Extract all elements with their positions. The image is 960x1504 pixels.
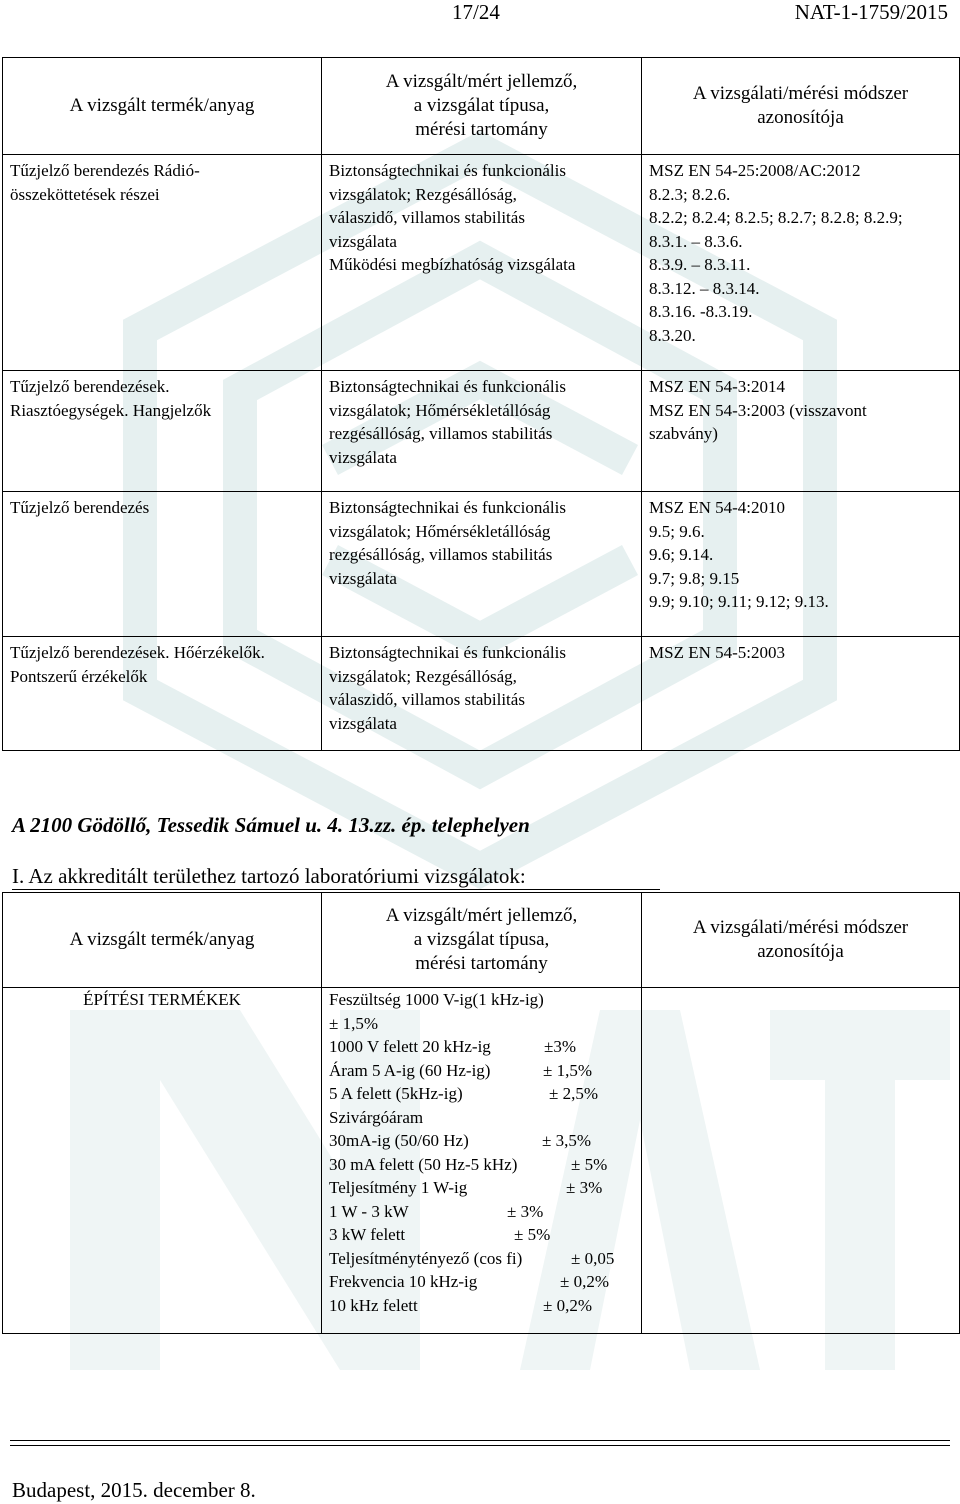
- measurement-tolerance: ± 0,2%: [543, 1295, 592, 1315]
- measurement-row: [329, 1035, 634, 1059]
- measurement-row: [329, 1012, 634, 1036]
- table-row: [3, 988, 960, 1334]
- cell-product: Tűzjelző berendezések. Hőérzékelők. Pontszerű érzékelők: [3, 637, 322, 751]
- measurement-row: [329, 1059, 634, 1083]
- measurement-label: ± 1,5%: [329, 1013, 378, 1033]
- site-title: A 2100 Gödöllő, Tessedik Sámuel u. 4. 13.zz. ép. telephelyen: [12, 813, 530, 837]
- measurement-row: [329, 1176, 634, 1200]
- measurement-row: [329, 1153, 634, 1177]
- footer-rule: [10, 1440, 950, 1441]
- measurement-row: [329, 988, 634, 1012]
- footer-rule: [10, 1445, 950, 1446]
- measurement-label: Áram 5 A-ig (60 Hz-ig): [329, 1060, 491, 1080]
- measurement-label: 30 mA felett (50 Hz-5 kHz): [329, 1154, 518, 1174]
- accreditation-table-2: [2, 892, 960, 1334]
- measurement-tolerance: ± 3%: [507, 1201, 544, 1221]
- cell-method: MSZ EN 54-25:2008/AC:2012 8.2.3; 8.2.6. 8.2.2; 8.2.4; 8.2.5; 8.2.7; 8.2.8; 8.2.9; 8.3.1. – 8.3.6. 8.3.9. – 8.3.11. 8.3.12. – 8.3.14. 8.3.16. -8.3.19. 8.3.20.: [642, 155, 960, 371]
- measurement-tolerance: ± 0,2%: [560, 1272, 609, 1291]
- measurement-tolerance: ± 0,05: [571, 1248, 615, 1268]
- cell-product: Tűzjelző berendezés Rádió- összeköttetések részei: [3, 155, 322, 371]
- header-method: A vizsgálati/mérési módszer azonosítója: [642, 58, 960, 155]
- measurement-label: 10 kHz felett: [329, 1295, 418, 1315]
- cell-method: MSZ EN 54-5:2003: [642, 637, 960, 751]
- table-row: [3, 371, 960, 492]
- cell-method: MSZ EN 54-4:2010 9.5; 9.6. 9.6; 9.14. 9.7; 9.8; 9.15 9.9; 9.10; 9.11; 9.12; 9.13.: [642, 492, 960, 637]
- header-product: A vizsgált termék/anyag: [3, 893, 322, 988]
- cell-property: Biztonságtechnikai és funkcionális vizsgálatok; Hőmérsékletállóság rezgésállóság, villamos stabilitás vizsgálata: [322, 492, 642, 637]
- table-row: [3, 155, 960, 371]
- measurement-row: [329, 1106, 634, 1130]
- measurement-row: [329, 1129, 634, 1153]
- measurement-tolerance: ± 5%: [514, 1225, 551, 1244]
- subtitle-underline: [12, 889, 660, 890]
- section-subtitle: I. Az akkreditált területhez tartozó laboratóriumi vizsgálatok:: [12, 864, 526, 889]
- measurement-label: Teljesítmény 1 W-ig: [329, 1178, 468, 1197]
- measurement-tolerance: ± 3,5%: [542, 1131, 591, 1150]
- measurement-tolerance: ± 3%: [566, 1178, 603, 1197]
- header-method: A vizsgálati/mérési módszer azonosítója: [642, 893, 960, 988]
- cell-property: Biztonságtechnikai és funkcionális vizsgálatok; Rezgésállóság, válaszidő, villamos stabilitás vizsgálata Működési megbízhatóság vizsgálata: [322, 155, 642, 371]
- document-id: NAT-1-1759/2015: [794, 0, 948, 24]
- table-header-row: [3, 893, 960, 988]
- measurement-row: [329, 1270, 634, 1294]
- measurement-row: [329, 1200, 634, 1224]
- cell-method: [642, 988, 960, 1334]
- measurement-tolerance: ± 1,5%: [543, 1060, 592, 1080]
- measurement-label: 3 kW felett: [329, 1225, 406, 1244]
- measurement-label: Teljesítménytényező (cos fi): [329, 1248, 523, 1268]
- measurement-label: 1000 V felett 20 kHz-ig: [329, 1037, 491, 1056]
- cell-product: ÉPÍTÉSI TERMÉKEK: [3, 988, 322, 1334]
- measurement-tolerance: ±3%: [544, 1037, 576, 1056]
- page-header: [0, 0, 960, 28]
- measurement-row: [329, 1294, 634, 1318]
- table-header-row: [3, 58, 960, 155]
- measurement-row: [329, 1247, 634, 1271]
- cell-measurements: [322, 988, 642, 1334]
- measurement-label: Szivárgóáram: [329, 1107, 424, 1127]
- cell-product: Tűzjelző berendezés: [3, 492, 322, 637]
- header-product: A vizsgált termék/anyag: [3, 58, 322, 155]
- table-row: [3, 637, 960, 751]
- cell-property: Biztonságtechnikai és funkcionális vizsgálatok; Rezgésállóság, válaszidő, villamos stabilitás vizsgálata: [322, 637, 642, 751]
- measurement-label: Frekvencia 10 kHz-ig: [329, 1272, 478, 1291]
- header-property: A vizsgált/mért jellemző, a vizsgálat típusa, mérési tartomány: [322, 893, 642, 988]
- measurement-tolerance: ± 2,5%: [549, 1084, 598, 1103]
- measurement-row: [329, 1223, 634, 1247]
- measurement-row: [329, 1082, 634, 1106]
- footer-date: Budapest, 2015. december 8.: [12, 1478, 256, 1502]
- measurement-label: 30mA-ig (50/60 Hz): [329, 1131, 469, 1150]
- cell-product: Tűzjelző berendezések. Riasztóegységek. Hangjelzők: [3, 371, 322, 492]
- accreditation-table-1: [2, 57, 960, 751]
- measurement-tolerance: ± 5%: [571, 1154, 608, 1174]
- cell-property: Biztonságtechnikai és funkcionális vizsgálatok; Hőmérsékletállóság rezgésállóság, villamos stabilitás vizsgálata: [322, 371, 642, 492]
- measurement-label: 5 A felett (5kHz-ig): [329, 1084, 463, 1103]
- table-row: [3, 492, 960, 637]
- measurement-label: 1 W - 3 kW: [329, 1201, 409, 1221]
- measurement-label: Feszültség 1000 V-ig(1 kHz-ig): [329, 990, 544, 1009]
- cell-method: MSZ EN 54-3:2014 MSZ EN 54-3:2003 (visszavont szabvány): [642, 371, 960, 492]
- page-number: 17/24: [452, 0, 500, 24]
- header-property: A vizsgált/mért jellemző, a vizsgálat típusa, mérési tartomány: [322, 58, 642, 155]
